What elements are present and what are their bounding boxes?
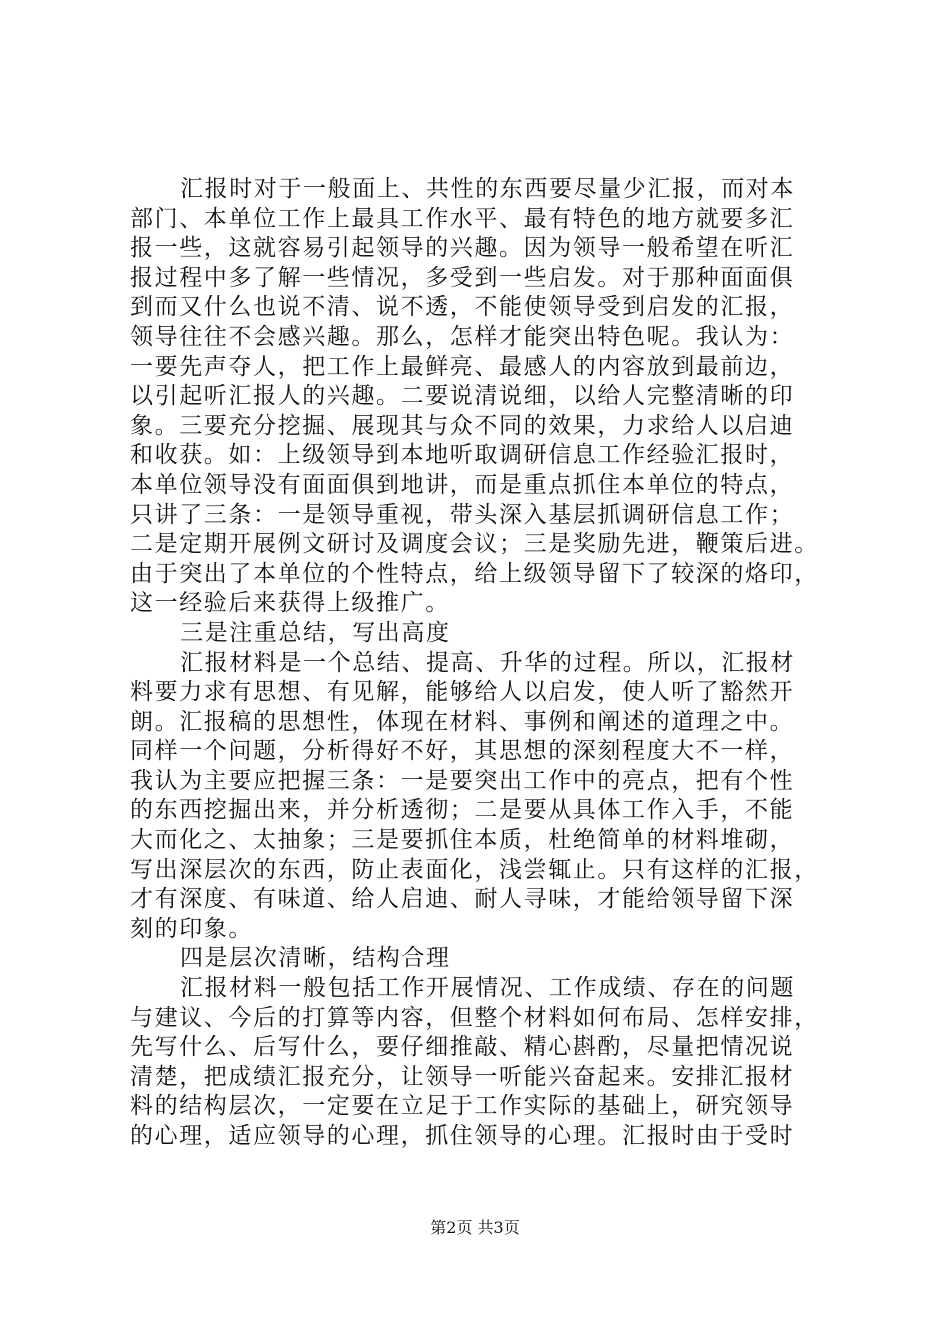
paragraph-line: 同样一个问题，分析得好不好，其思想的深刻程度大不一样，	[130, 738, 795, 765]
paragraph-line: 到而又什么也说不清、说不透，不能使领导受到启发的汇报，	[130, 294, 795, 321]
paragraph-line: 只讲了三条：一是领导重视，带头深入基层抓调研信息工作；	[130, 501, 795, 528]
paragraph-line: 先写什么、后写什么，要仔细推敲、精心斟酌，尽量把情况说	[130, 1034, 795, 1061]
paragraph-line: 的东西挖掘出来，并分析透彻；二是要从具体工作入手，不能	[130, 797, 795, 824]
paragraph-line: 汇报时对于一般面上、共性的东西要尽量少汇报，而对本	[180, 176, 795, 202]
paragraph-line: 以引起听汇报人的兴趣。二要说清说细，以给人完整清晰的印	[130, 383, 795, 410]
paragraph-line: 我认为主要应把握三条：一是要突出工作中的亮点，把有个性	[130, 767, 795, 794]
paragraph-line: 才有深度、有味道、给人启迪、耐人寻味，才能给领导留下深	[130, 886, 795, 913]
paragraph-line: 与建议、今后的打算等内容，但整个材料如何布局、怎样安排，	[130, 1004, 819, 1031]
section-heading: 四是层次清晰，结构合理	[180, 945, 451, 972]
paragraph-line: 料的结构层次，一定要在立足于工作实际的基础上，研究领导	[130, 1093, 795, 1120]
paragraph-line: 本单位领导没有面面俱到地讲，而是重点抓住本单位的特点，	[130, 471, 795, 498]
paragraph-line: 写出深层次的东西，防止表面化，浅尝辄止。只有这样的汇报，	[130, 856, 819, 883]
paragraph-line: 的心理，适应领导的心理，抓住领导的心理。汇报时由于受时	[130, 1123, 795, 1149]
paragraph-line: 料要力求有思想、有见解，能够给人以启发，使人听了豁然开	[130, 679, 795, 706]
paragraph-line: 和收获。如：上级领导到本地听取调研信息工作经验汇报时，	[130, 442, 795, 469]
paragraph-line: 二是定期开展例文研讨及调度会议；三是奖励先进，鞭策后进。	[130, 531, 819, 558]
paragraph-line: 清楚，把成绩汇报充分，让领导一听能兴奋起来。安排汇报材	[130, 1063, 795, 1090]
paragraph-line: 由于突出了本单位的个性特点，给上级领导留下了较深的烙印，	[130, 560, 819, 587]
document-body	[130, 175, 830, 1152]
paragraph-line: 报过程中多了解一些情况，多受到一些启发。对于那种面面俱	[130, 264, 795, 291]
paragraph-line: 象。三要充分挖掘、展现其与众不同的效果，力求给人以启迪	[130, 412, 795, 439]
paragraph-line: 一要先声夺人，把工作上最鲜亮、最感人的内容放到最前边，	[130, 353, 795, 380]
paragraph-line: 部门、本单位工作上最具工作水平、最有特色的地方就要多汇	[130, 205, 795, 232]
paragraph-line: 领导往往不会感兴趣。那么，怎样才能突出特色呢。我认为：	[130, 323, 795, 350]
paragraph-line: 刻的印象。	[130, 915, 253, 942]
paragraph-line: 报一些，这就容易引起领导的兴趣。因为领导一般希望在听汇	[130, 235, 795, 262]
paragraph-line: 朗。汇报稿的思想性，体现在材料、事例和阐述的道理之中。	[130, 708, 795, 735]
paragraph-line: 大而化之、太抽象；三是要抓住本质，杜绝简单的材料堆砌，	[130, 827, 795, 854]
section-heading: 三是注重总结，写出高度	[180, 619, 451, 646]
paragraph-line: 汇报材料一般包括工作开展情况、工作成绩、存在的问题	[180, 975, 795, 1002]
paragraph-line: 汇报材料是一个总结、提高、升华的过程。所以，汇报材	[180, 649, 795, 676]
page-number-footer: 第2页 共3页	[430, 1218, 520, 1237]
paragraph-line: 这一经验后来获得上级推广。	[130, 590, 450, 617]
